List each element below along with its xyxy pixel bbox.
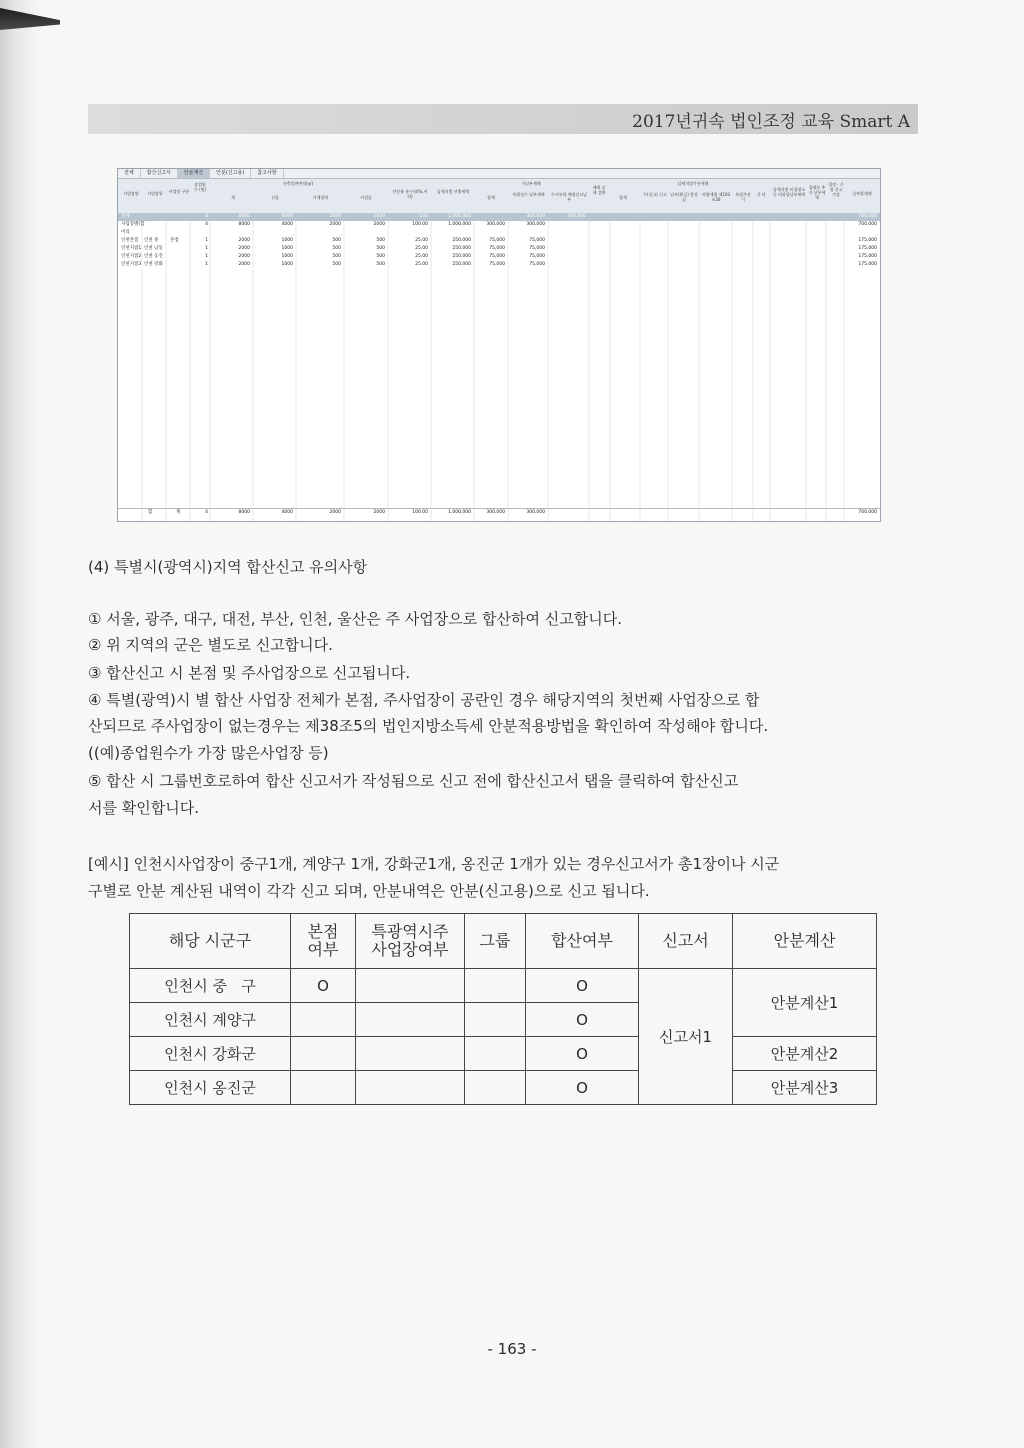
col-header: 납부(환급) 불성실 [670, 192, 698, 202]
col-header: 경영분 추가 납부세액 [808, 185, 826, 200]
cell: 1 [205, 246, 208, 251]
cell: 250,000 [452, 262, 471, 267]
section-title: (4) 특별시(광역시)지역 합산신고 유의사항 [88, 558, 368, 576]
cell: 본점 [170, 238, 179, 243]
col-header: 가납부세액 [521, 181, 541, 186]
cell: 4 [205, 214, 208, 219]
cell: 500 [376, 238, 385, 243]
cell: 2000 [373, 222, 385, 227]
cell-area: 인천시 강화군 [130, 1037, 291, 1071]
cell: 100.00 [412, 222, 428, 227]
col-header: 합계 [487, 195, 495, 200]
col-header: 사업장통 [147, 191, 163, 196]
cell: 1 [205, 262, 208, 267]
spreadsheet-row[interactable] [118, 253, 880, 261]
col-header: 세액 공제 감면 [592, 185, 606, 195]
example-line: 구별로 안분 계산된 내역이 각각 신고 되며, 안분내역은 안분(신고용)으로 신고 됩니다. [88, 882, 650, 900]
col-header: 안분율 유수점(%,이하) [392, 189, 428, 199]
cell: 700,000 [858, 222, 877, 227]
list-item: ② 위 지역의 군은 별도로 신고합니다. [88, 636, 333, 654]
cell: 25.00 [415, 262, 428, 267]
tab-all[interactable]: 전체 [118, 169, 141, 178]
cell: 2000 [329, 214, 341, 219]
spreadsheet-row[interactable] [118, 245, 880, 253]
cell: 2000 [238, 262, 250, 267]
cell: 175,000 [858, 254, 877, 259]
cell: 8000 [238, 214, 250, 219]
cell: 75,000 [529, 262, 545, 267]
list-item: ① 서울, 광주, 대구, 대전, 부산, 인천, 울산은 주 사업장으로 합산하여 신고합니다. [88, 610, 622, 628]
col-header: 신고서 [639, 914, 733, 969]
col-header: 합계 [619, 195, 627, 200]
cell: 계 [176, 510, 181, 515]
spreadsheet-total-row[interactable] [118, 213, 880, 221]
cell: 250,000 [452, 254, 471, 259]
cell: 25.00 [415, 238, 428, 243]
col-header: 본점 여부 [291, 914, 356, 969]
cell-main [356, 1071, 465, 1105]
cell: 1,000,000 [448, 510, 471, 515]
col-header: 특정가산 기 [735, 192, 751, 202]
cell: 4000 [281, 214, 293, 219]
cell: 175,000 [858, 246, 877, 251]
cell: 2000 [329, 510, 341, 515]
spreadsheet-screenshot [117, 168, 881, 522]
cell: 250,000 [452, 238, 471, 243]
cell: 700,000 [858, 214, 877, 219]
table-header-row [130, 914, 877, 969]
cell: 500 [376, 254, 385, 259]
cell: 2000 [238, 254, 250, 259]
cell: 25.00 [415, 254, 428, 259]
cell-report: 신고서1 [639, 969, 733, 1105]
cell: 175,000 [858, 262, 877, 267]
col-header: 사업장 구분 [168, 189, 190, 194]
spreadsheet-header [118, 179, 880, 214]
cell: 4000 [281, 222, 293, 227]
cell-group [465, 1071, 526, 1105]
cell: 1000 [281, 246, 293, 251]
cell: 75,000 [529, 246, 545, 251]
cell-merge: O [526, 1037, 639, 1071]
col-header: 수시부과 예정신고납부 [550, 192, 588, 202]
cell-alloc: 안분계산1 [733, 969, 877, 1037]
cell: 미리 [121, 230, 130, 235]
cell: 500 [332, 262, 341, 267]
cell: 175,000 [858, 238, 877, 243]
col-header: 지방세법 제103조30 [701, 192, 731, 202]
allocation-table [129, 913, 877, 1105]
cell: 인천지점3 [121, 262, 142, 267]
tab-merged-report[interactable]: 합산신고서 [141, 169, 178, 178]
col-header: 특광역시주 사업장여부 [356, 914, 465, 969]
cell: 사업장별(합 [121, 222, 145, 227]
col-header: 사업장명 [123, 191, 139, 196]
cell: 500 [376, 246, 385, 251]
cell-group [465, 1037, 526, 1071]
cell: 100 [419, 214, 428, 219]
col-header: 건축물연면적(㎡) [282, 181, 314, 186]
cell: 인천지점2 [121, 254, 142, 259]
header-title: 2017년귀속 법인조정 교육 Smart A [632, 112, 910, 132]
spreadsheet-row[interactable] [118, 221, 880, 229]
cell-area: 인천시 중 구 [130, 969, 291, 1003]
list-item: ④ 특별(광역)시 별 합산 사업장 전체가 본점, 주사업장이 공란인 경우 해당지역의 첫번째 사업장으로 합 [88, 691, 760, 709]
cell-area: 인천시 계양구 [130, 1003, 291, 1037]
cell-main [356, 969, 465, 1003]
cell: 500 [332, 246, 341, 251]
cell-main [356, 1003, 465, 1037]
col-header: 납부할세액 [852, 191, 872, 196]
spreadsheet-tabs [118, 169, 880, 179]
cell-alloc: 안분계산3 [733, 1071, 877, 1105]
cell: 2000 [238, 238, 250, 243]
cell: 300,000 [526, 510, 545, 515]
cell: 300,000 [526, 222, 545, 227]
cell: 300,000 [486, 222, 505, 227]
cell: 500 [376, 262, 385, 267]
example-line: [예시] 인천시사업장이 중구1개, 계양구 1개, 강화군1개, 옹진군 1개가 있는 경우신고서가 총1장이나 시군 [88, 855, 780, 873]
cell: 75,000 [529, 254, 545, 259]
col-header: 그룹 [465, 914, 526, 969]
list-item: ((예)종업원수가 가장 많은사업장 등) [88, 744, 329, 762]
tab-notes[interactable]: 참고사항 [251, 169, 283, 178]
cell: 인천본점 [121, 238, 139, 243]
running-header [88, 104, 918, 134]
spreadsheet-footer-row[interactable] [118, 508, 880, 517]
cell: 250,000 [452, 246, 471, 251]
cell: 1000 [281, 238, 293, 243]
spreadsheet-row[interactable] [118, 261, 880, 269]
cell: 500 [332, 238, 341, 243]
cell-merge: O [526, 1071, 639, 1105]
page-binding-shadow [0, 0, 40, 1448]
cell: 100.00 [412, 510, 428, 515]
col-header: 계 [231, 195, 235, 200]
cell: 인천 옹진 [144, 254, 163, 259]
col-header: 경정 · 수정 신고 가감 [828, 182, 844, 197]
cell-hq [291, 1071, 356, 1105]
cell-area: 인천시 옹진군 [130, 1071, 291, 1105]
cell: 1 [205, 254, 208, 259]
cell: 25.00 [415, 246, 428, 251]
col-header: 무(신고) 신고 [643, 192, 667, 197]
col-header: 합산여부 [526, 914, 639, 969]
cell: 2000 [238, 246, 250, 251]
cell: 1,000,000 [448, 222, 471, 227]
page-number: - 163 - [487, 1340, 537, 1358]
col-header: 건물 [271, 195, 279, 200]
cell: 700,000 [858, 510, 877, 515]
cell-hq: O [291, 969, 356, 1003]
cell-merge: O [526, 1003, 639, 1037]
cell: 8000 [238, 510, 250, 515]
list-item: 서를 확인합니다. [88, 799, 199, 817]
cell: 1,000,000 [448, 214, 471, 219]
table-row [130, 969, 877, 1003]
cell-merge: O [526, 969, 639, 1003]
cell: 300,000 [567, 214, 586, 219]
cell: 4 [205, 222, 208, 227]
cell: 인천 강화 [144, 262, 163, 267]
cell-main [356, 1037, 465, 1071]
col-header: 납세지별 미경영소득 미과상납부세액 [772, 187, 806, 197]
cell: 75,000 [489, 262, 505, 267]
cell: 1000 [281, 262, 293, 267]
cell: 1 [205, 238, 208, 243]
cell: 2000 [373, 510, 385, 515]
cell: 300,000 [486, 510, 505, 515]
col-header: 시설물 [360, 195, 372, 200]
cell: 인천 남동 [144, 246, 163, 251]
cell: 500 [332, 254, 341, 259]
cell-group [465, 969, 526, 1003]
col-header: 납세지별가산세액 [677, 181, 709, 186]
cell: 인천지점1 [121, 246, 142, 251]
cell: 1000 [281, 254, 293, 259]
cell-hq [291, 1037, 356, 1071]
col-header: 기계장치 [312, 195, 329, 200]
cell: 2000 [373, 214, 385, 219]
cell: 4000 [281, 510, 293, 515]
list-item: 산되므로 주사업장이 없는경우는 제38조5의 법인지방소득세 안분적용방법을 확인하여 작성해야 합니다. [88, 717, 769, 735]
col-header: 납세지별 산출세액 [436, 189, 470, 194]
tab-allocation-report[interactable]: 안분(신고용) [210, 169, 251, 178]
cell-alloc: 안분계산2 [733, 1037, 877, 1071]
table-row [130, 1071, 877, 1105]
cell: 합 [148, 510, 153, 515]
list-item: ③ 합산신고 시 본점 및 주사업장으로 신고됩니다. [88, 664, 411, 682]
col-header: 종업원수 (명) [193, 182, 207, 192]
cell-hq [291, 1003, 356, 1037]
cell-group [465, 1003, 526, 1037]
cell: 4 [205, 510, 208, 515]
cell: 인천 중 [144, 238, 159, 243]
cell: 2000 [329, 222, 341, 227]
cell: 75,000 [489, 238, 505, 243]
cell: 8000 [238, 222, 250, 227]
col-header: 안분계산 [733, 914, 877, 969]
col-header: 기 타 [756, 192, 766, 197]
spreadsheet-row[interactable] [118, 229, 880, 237]
col-header: 특별징수 납부세액 [512, 192, 545, 197]
spreadsheet-row[interactable] [118, 237, 880, 245]
cell: 75,000 [489, 246, 505, 251]
tab-allocation[interactable]: 안분계산 [178, 169, 210, 178]
cell: 전체 [121, 214, 130, 219]
cell: 75,000 [489, 254, 505, 259]
list-item: ⑤ 합산 시 그룹번호로하여 합산 신고서가 작성됨으로 신고 전에 합산신고서 탭을 클릭하여 합산신고 [88, 772, 739, 790]
cell: 75,000 [529, 238, 545, 243]
cell: 300,000 [526, 214, 545, 219]
table-row [130, 1037, 877, 1071]
col-header: 해당 시군구 [130, 914, 291, 969]
